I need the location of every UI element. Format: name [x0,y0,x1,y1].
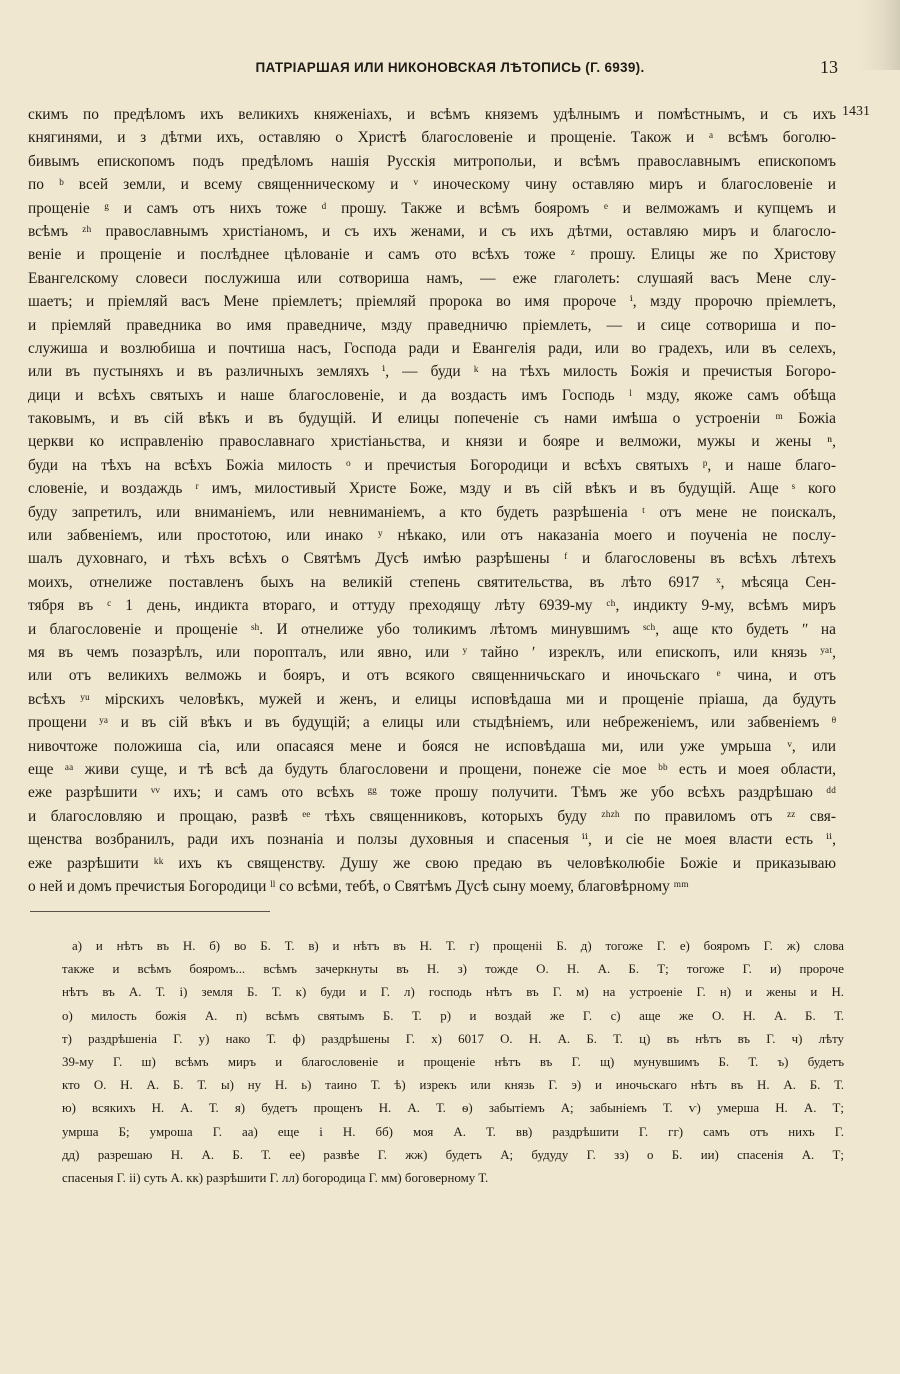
text-line: бивымъ епископомъ подъ предѣломъ нашія Русскія митропольи, и всѣмъ православнымъ епископомъ [28,152,836,170]
margin-year: 1431 [842,104,870,119]
text-line: шаетъ; и пріемляй васъ Мене пріемлетъ; пріемляй пророка во имя пророче ⁱ, мзду пророчю пріемлетъ, [28,293,836,311]
main-text [28,103,836,898]
text-line: прощеніе ᵍ и самъ отъ нихъ тоже ᵈ прошу. Также и всѣмъ бояромъ ᵉ и велможамъ и купцемъ и [28,199,836,217]
footnote-line: дд) разрешаю Н. А. Б. Т. ее) развѣе Г. жж) будетъ А; будуду Г. зз) о Б. ии) спасенія А. Т; [62,1147,844,1162]
text-line: всѣмъ ᶻʰ православнымъ христіаномъ, и съ ихъ женами, и съ ихъ дѣтми, оставляю миръ и благосло- [28,222,836,240]
text-line: таковымъ, и въ сій вѣкъ и въ будущій. И елицы попеченіе съ нами имѣша о устроеніи ᵐ Божіа [28,410,836,428]
text-line: княгинями, и з дѣтми ихъ, оставляю о Христѣ благословеніе и прощеніе. Також и ᵃ всѣмъ боголю- [28,129,836,147]
text-line: прощени ʸᵃ и въ сій вѣкъ и въ будущій; а елицы или стыдѣніемъ, или небреженіемъ, или забвеніемъ ᶿ [28,714,836,732]
text-line: еже разрѣшити ᵛᵛ ихъ; и самъ ото всѣхъ ᵍᵍ тоже прошу получити. Тѣмъ же убо всѣхъ раздрѣшаю ᵈᵈ [28,784,836,802]
page-number: 13 [820,57,838,77]
text-line: Евангелскому словеси послужиша или сотвориша намъ, — еже глаголеть: слушаяй васъ Мене слу- [28,269,836,287]
text-line: словеніе, и воздаждь ʳ имъ, милостивый Христе Боже, мзду и въ сій вѣкъ и въ будущій. Аще ˢ кого [28,480,836,498]
text-line: или забвеніемъ, или простотою, или инако ʸ нѣкако, или отъ наказаніа моего и поученіа не послу- [28,527,836,545]
text-line: мя въ чемъ позазрѣлъ, или поропталъ, или явно, или ʸ тайно ʹ изреклъ, или епископъ, или князь ʸᵃᵗ, [28,643,836,661]
footnote-separator [30,911,270,912]
text-line: по ᵇ всей земли, и всему священническому и ᵛ иноческому чину оставляю миръ и благословеніе и [28,176,836,194]
running-title: ПАТРІАРШАЯ ИЛИ НИКОНОВСКАЯ ЛѢТОПИСЬ (Г. 6939). [255,60,645,75]
text-line: шалъ духовнаго, и тѣхъ всѣхъ о Святѣмъ Дусѣ имѣю разрѣшены ᶠ и благословены въ всѣхъ лѣтехъ [28,550,836,568]
text-line: тября въ ᶜ 1 день, индикта втораго, и оттуду преходящу лѣту 6939-му ᶜʰ, индикту 9-му, всѣмъ миръ [28,597,836,615]
footnote-line: также и всѣмъ бояромъ... всѣмъ зачеркнуты въ Н. з) тожде О. Н. А. Б. Т; тогоже Г. и) пророче [62,962,844,977]
text-line: дици и всѣхъ святыхъ и наше благословеніе, и да воздасть имъ Господь ˡ мзду, якоже самъ обѣща [28,386,836,404]
text-line: всѣхъ ʸᵘ мірскихъ человѣкъ, мужей и женъ, и елицы исповѣдаша ми и прощеніе пріаша, да будуть [28,690,836,708]
text-line: буди на тѣхъ на всѣхъ Божіа милость ᵒ и пречистыя Богородици и всѣхъ святыхъ ᵖ, и наше благо- [28,456,836,474]
text-line: и благословеніе и прощеніе ˢʰ. И отнелиже убо толикимъ лѣтомъ минувшимъ ˢᶜʰ, аще кто будеть ʺ на [28,620,836,638]
footnote-line: умрша Б; умроша Г. аа) еще і Н. бб) моя А. Т. вв) раздрѣшити Г. гг) самъ отъ нихъ Г. [62,1124,844,1139]
text-line: буду запретилъ, или вниманіемъ, или невниманіемъ, а кто будеть разрѣшеніа ᵗ отъ мене не поискалъ, [28,503,836,521]
footnote-line: нѣтъ въ А. Т. і) земля Б. Т. к) буди и Г. л) господь нѣтъ въ Г. м) на устроеніе Г. н) и жены и Н. [62,985,844,1000]
text-line: нивочтоже положиша сіа, или опасаяся мене и бояся не исповѣдаша ми, или уже умрьша ᵛ, или [28,737,836,755]
text-line: еще ᵃᵃ живи суще, и тѣ всѣ да будуть благословени и прощени, понеже сіе мое ᵇᵇ есть и моея области, [28,760,836,778]
running-header [0,57,900,90]
footnote-line: кто О. Н. А. Б. Т. ы) ну Н. ь) таино Т. ѣ) изрекъ или князь Г. э) и иночьскаго нѣтъ въ Н. А. Б. Т. [62,1078,844,1093]
text-line: веніе и прощеніе и послѣднее цѣлованіе и самъ ото всѣхъ тоже ᶻ прошу. Елицы же по Христову [28,246,836,264]
text-line: и благословляю и прощаю, развѣ ᵉᵉ тѣхъ священниковъ, которыхъ буду ᶻʰᶻʰ по правиломъ отъ ᶻᶻ свя- [28,807,836,825]
text-line: и пріемляй праведника во имя праведниче, мзду праведничю пріемлеть, — и сице сотвориша и по- [28,316,836,334]
text-line: или въ пустыняхъ и въ различныхъ земляхъ ⁱ, — буди ᵏ на тѣхъ милость Божія и пречистыя Богоро- [28,363,836,381]
text-line: еже разрѣшити ᵏᵏ ихъ къ священству. Душу же свою предаю въ человѣколюбіе Божіе и приказываю [28,854,836,872]
text-line: или отъ великихъ велможь и бояръ, и отъ всякого священничьскаго и иночьскаго ᵉ чина, и отъ [28,667,836,685]
text-line: о ней и домъ пречистыя Богородици ˡˡ со всѣми, тебѣ, о Святѣмъ Дусѣ сыну моему, благовѣрному ᵐᵐ [28,877,689,895]
footnotes [62,935,844,1190]
footnote-line: т) раздрѣшенiа Г. у) нако Т. ф) раздрѣшены Г. х) 6017 О. Н. А. Б. Т. ц) въ нѣтъ въ Г. ч) лѣту [62,1031,844,1046]
text-line: скимъ по предѣломъ ихъ великихъ княженіахъ, и всѣмъ княземъ удѣлнымъ и помѣстнымъ, и съ ихъ [28,106,836,123]
text-line: моихъ, отнелиже поставленъ быхъ на великій степень святительства, въ лѣто 6917 ˣ, мѣсяца Сен- [28,573,836,591]
footnote-line: а) и нѣтъ въ Н. б) во Б. Т. в) и нѣтъ въ Н. Т. г) прощеніі Б. д) тогоже Г. е) бояромъ Г. ж) слова [72,939,844,953]
footnote-line: о) милость божія А. п) всѣмъ святымъ Б. Т. р) и воздай же Г. с) аще же О. Н. А. Б. Т. [62,1008,844,1023]
footnote-line: ю) всякихъ Н. А. Т. я) будетъ прощенъ Н. А. Т. ѳ) забытіемъ А; забыніемъ Т. ѵ) умерша Н. А. Т; [62,1101,844,1116]
footnote-line: 39-му Г. ш) всѣмъ миръ и благословеніе и прощеніе нѣтъ въ Г. щ) мунувшимъ Б. Т. ъ) будетъ [62,1054,844,1069]
text-line: щенства возбранилъ, ради ихъ познаніа и ползы духовныя и спасеныя ⁱⁱ, и сіе не моея власти есть ⁱⁱ, [28,831,836,849]
footnote-line: спасеныя Г. іі) суть А. кк) разрѣшити Г. лл) богородица Г. мм) боговерному Т. [62,1170,489,1185]
text-line: церкви ко исправленію православнаго христіаньства, и князи и бояре и велможи, мужы и жены ⁿ, [28,433,836,451]
text-line: служиша и возлюбиша и почтиша насъ, Господа ради и Евангелія ради, или во градехъ, или въ селехъ, [28,339,836,357]
